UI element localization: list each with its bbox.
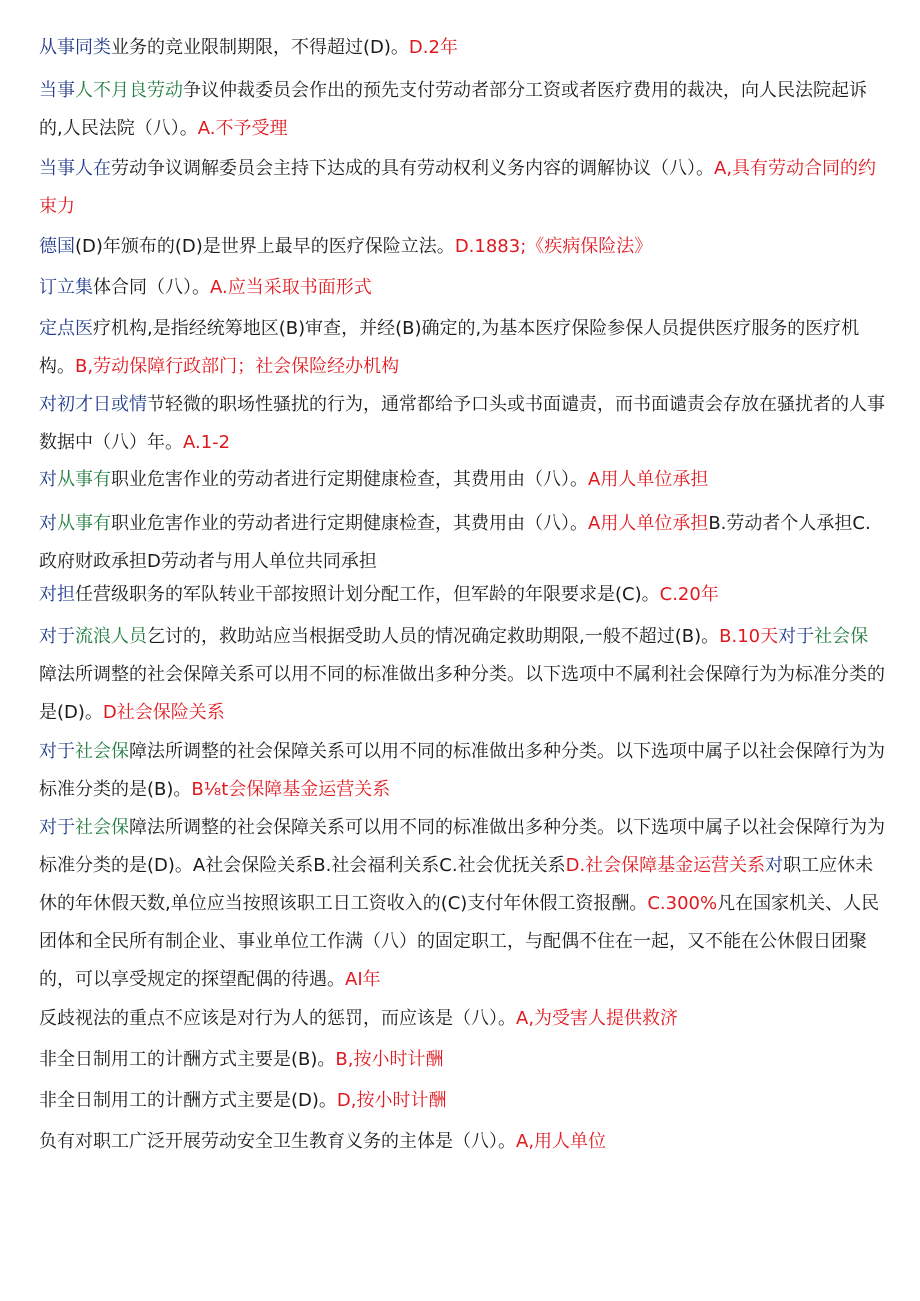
entry-text-segment: 体合同（八）。 [93, 277, 210, 298]
entry-text-segment: 当事 [39, 80, 75, 101]
entry-13 [39, 1000, 885, 1038]
entry-text-segment: 当事人在 [39, 158, 111, 179]
entry-text-segment: B⅛t会保障基金运营关系 [191, 779, 391, 800]
entry-text-segment: C.300% [647, 893, 718, 914]
entry-text-segment: 劳动争议调解委员会主持下达成的具有劳动权利义务内容的调解协议（八）。 [111, 158, 714, 179]
entry-text-segment: 障法所调整的社会保障关系可以用不同的标准做出多种分类。以下选项中属子以社会保障行为为标准分类的是(B)。 [39, 741, 885, 800]
entry-text-segment: 人不月良劳动 [75, 80, 183, 101]
entry-text-segment: 从事有 [57, 469, 111, 490]
entry-text-segment: 节轻微的职场性骚扰的行为，通常都给予口头或书面谴责，而书面谴责会存放在骚扰者的人事数据中（八）年。 [39, 394, 885, 453]
entry-6 [39, 386, 885, 462]
entry-text-segment: AI年 [345, 969, 381, 990]
entry-text-segment: 职业危害作业的劳动者进行定期健康检查，其费用由（八）。 [111, 469, 588, 490]
entry-9 [39, 576, 885, 614]
entry-text-segment: 争议仲裁委员会作出的预先支付劳动者部分工资或者医疗费用的裁决，向人民法院起诉的,人民法院（八）。 [39, 80, 867, 139]
entry-4 [39, 269, 885, 307]
entry-1 [39, 72, 885, 148]
entry-text-segment: 从事同类 [39, 37, 111, 58]
entry-5 [39, 310, 885, 386]
entry-text-segment: A.1-2 [183, 432, 231, 453]
entry-text-segment: A,用人单位 [516, 1131, 607, 1152]
entry-text-segment: D.1883;《疾病保险法》 [454, 236, 653, 257]
entry-7 [39, 461, 885, 499]
entry-text-segment: A,具有劳动合同的约束力 [39, 158, 877, 217]
entry-text-segment: 非全日制用工的计酬方式主要是(D)。 [39, 1090, 337, 1111]
entry-text-segment: 对于 [778, 626, 815, 647]
entry-text-segment: 社会保 [814, 626, 869, 647]
entry-text-segment: A.不予受理 [197, 118, 288, 139]
entry-text-segment: 德国 [39, 236, 75, 257]
entry-text-segment: B.10天 [719, 626, 779, 647]
entry-text-segment: 障法所调整的社会保障关系可以用不同的标准做出多种分类。以下选项中属子以社会保障行为为标准分类的是(D)。A社会保险关系B.社会福利关系C.社会优抚关系 [39, 817, 885, 876]
entry-text-segment: D.社会保障基金运营关系 [565, 855, 766, 876]
entry-text-segment: 对于 [39, 741, 75, 762]
entry-12 [39, 809, 885, 999]
entry-text-segment: D.2年 [408, 37, 458, 58]
entry-text-segment: 对于 [39, 626, 75, 647]
entry-text-segment: D,按小时计酬 [336, 1090, 447, 1111]
entry-text-segment: 流浪人员 [75, 626, 147, 647]
entry-text-segment: 对 [765, 855, 784, 876]
entry-text-segment: B.劳动者个人承担C.政府财政承担D劳动者与用人单位共同承担 [39, 513, 871, 572]
entry-3 [39, 228, 885, 266]
entry-text-segment: 业务的竞业限制期限，不得超过(D)。 [111, 37, 409, 58]
entry-text-segment: 对 [39, 469, 57, 490]
entry-text-segment: 疗机构,是指经统筹地区(B)审查，并经(B)确定的,为基本医疗保险参保人员提供医疗服务的医疗机构。 [39, 318, 860, 377]
entry-text-segment: 社会保 [75, 817, 129, 838]
entry-8 [39, 505, 885, 581]
entry-text-segment: 对于 [39, 817, 75, 838]
entry-text-segment: 障法所调整的社会保障关系可以用不同的标准做出多种分类。以下选项中不属利社会保障行为为标准分类的是(D)。 [39, 664, 885, 723]
entry-text-segment: 非全日制用工的计酬方式主要是(B)。 [39, 1049, 336, 1070]
entry-text-segment: 负有对职工广泛开展劳动安全卫生教育义务的主体是（八）。 [39, 1131, 516, 1152]
entry-text-segment: 订立集 [39, 277, 93, 298]
entry-16 [39, 1123, 885, 1161]
entry-text-segment: 社会保 [75, 741, 129, 762]
entry-text-segment: A,为受害人提供救济 [516, 1008, 679, 1029]
entry-text-segment: A.应当采取书面形式 [210, 277, 372, 298]
entry-text-segment: 对担 [39, 584, 75, 605]
entry-text-segment: 凡在国家机关、人民团体和全民所有制企业、事业单位工作满（八）的固定职工，与配偶不住在一起，又不能在公休假日团聚的，可以享受规定的探望配偶的待遇。 [39, 893, 880, 990]
entry-text-segment: 反歧视法的重点不应该是对行为人的惩罚，而应该是（八）。 [39, 1008, 516, 1029]
entry-text-segment: B,劳动保障行政部门；社会保险经办机构 [75, 356, 400, 377]
entry-0 [39, 29, 885, 67]
entry-14 [39, 1041, 885, 1079]
entry-15 [39, 1082, 885, 1120]
entry-10 [39, 618, 885, 732]
entry-text-segment: 任营级职务的军队转业干部按照计划分配工作，但军龄的年限要求是(C)。 [75, 584, 660, 605]
entry-text-segment: (D)年颁布的(D)是世界上最早的医疗保险立法。 [75, 236, 455, 257]
entry-text-segment: 职工应休未休的年休假天数,单位应当按照该职工日工资收入的(C)支付年休假工资报酬。 [39, 855, 874, 914]
entry-11 [39, 733, 885, 809]
entry-2 [39, 150, 885, 226]
entry-text-segment: B,按小时计酬 [335, 1049, 444, 1070]
entry-text-segment: A用人单位承担 [588, 469, 709, 490]
entry-text-segment: 乞讨的，救助站应当根据受助人员的情况确定救助期限,一般不超过(B)。 [147, 626, 720, 647]
entry-text-segment: C.20年 [659, 584, 719, 605]
entry-text-segment: D社会保险关系 [102, 702, 225, 723]
entry-text-segment: 定点医 [39, 318, 93, 339]
entry-text-segment: 职业危害作业的劳动者进行定期健康检查，其费用由（八）。 [111, 513, 588, 534]
entry-text-segment: 对 [39, 513, 57, 534]
entry-text-segment: 从事有 [57, 513, 111, 534]
entry-text-segment: 对初才日或情 [39, 394, 147, 415]
entry-text-segment: A用人单位承担 [588, 513, 709, 534]
